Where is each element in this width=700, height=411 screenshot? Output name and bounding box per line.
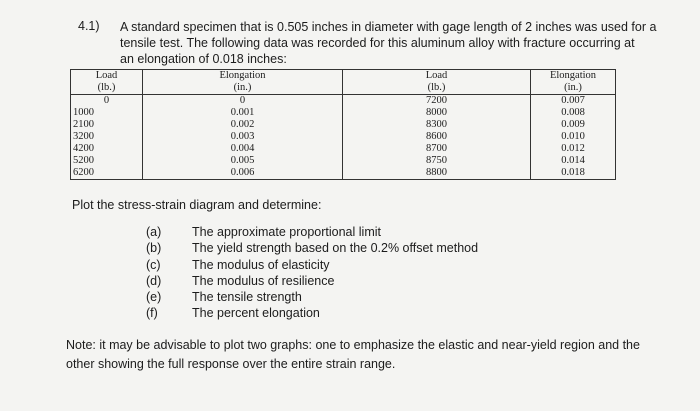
table-cell: 2100: [71, 119, 143, 131]
header-unit: (lb.): [343, 82, 531, 95]
item-label: (f): [146, 306, 158, 321]
table-row: [71, 119, 616, 131]
item-label: (b): [146, 241, 162, 256]
header-load-2: Load: [343, 70, 531, 83]
table-cell: 0.014: [531, 155, 616, 167]
table-row: [71, 155, 616, 167]
table-cell: 0.005: [143, 155, 343, 167]
table-cell: 0.001: [143, 107, 343, 119]
question-list: [146, 224, 478, 322]
table-cell: 5200: [71, 155, 143, 167]
table-cell: 0.006: [143, 167, 343, 180]
table-row: [71, 95, 616, 108]
table-cell: 6200: [71, 167, 143, 180]
table-row: [71, 143, 616, 155]
intro-line: an elongation of 0.018 inches:: [120, 52, 287, 66]
table-cell: 4200: [71, 143, 143, 155]
list-item: [146, 224, 478, 240]
table-cell: 7200: [343, 95, 531, 108]
table-cell: 0: [143, 95, 343, 108]
header-elongation-2: Elongation: [531, 70, 616, 83]
problem-intro: [120, 19, 660, 67]
note: [66, 336, 666, 374]
table-row: [71, 131, 616, 143]
list-item: [146, 273, 478, 289]
table-cell: 0.002: [143, 119, 343, 131]
table-cell: 8000: [343, 107, 531, 119]
table-cell: 0.010: [531, 131, 616, 143]
intro-line: A standard specimen that is 0.505 inches in diameter with gage length of 2 inches was used for a: [120, 20, 657, 34]
list-item: [146, 289, 478, 305]
item-label: (e): [146, 290, 162, 305]
table-row: [71, 107, 616, 119]
item-text: The yield strength based on the 0.2% offset method: [192, 241, 479, 256]
note-line: Note: it may be advisable to plot two graphs: one to emphasize the elastic and near-yield region and the: [66, 338, 640, 352]
table-cell: 0: [71, 95, 143, 108]
item-text: The modulus of elasticity: [192, 257, 330, 272]
table-cell: 8750: [343, 155, 531, 167]
header-elongation-1: Elongation: [143, 70, 343, 83]
item-text: The approximate proportional limit: [192, 225, 381, 239]
header-unit: (lb.): [71, 82, 143, 95]
table-cell: 8600: [343, 131, 531, 143]
list-item: [146, 240, 478, 256]
table-cell: 0.012: [531, 143, 616, 155]
item-text: The percent elongation: [192, 306, 320, 321]
table-cell: 3200: [71, 131, 143, 143]
table-cell: 8300: [343, 119, 531, 131]
note-line: other showing the full response over the entire strain range.: [66, 357, 396, 371]
table-cell: 0.003: [143, 131, 343, 143]
table-cell: 0.009: [531, 119, 616, 131]
item-text: The tensile strength: [192, 290, 302, 305]
table-cell: 0.008: [531, 107, 616, 119]
instruction: Plot the stress-strain diagram and determine:: [72, 198, 322, 212]
header-unit: (in.): [531, 82, 616, 95]
table-row: [71, 167, 616, 180]
data-table: [70, 69, 616, 180]
header-unit: (in.): [143, 82, 343, 95]
table-cell: 0.007: [531, 95, 616, 108]
table-cell: 8700: [343, 143, 531, 155]
intro-line: tensile test. The following data was recorded for this aluminum alloy with fracture occurring at: [120, 36, 635, 50]
item-label: (c): [146, 257, 161, 272]
table-cell: 8800: [343, 167, 531, 180]
table-cell: 0.018: [531, 167, 616, 180]
table-cell: 1000: [71, 107, 143, 119]
header-load-1: Load: [71, 70, 143, 83]
problem-number: 4.1): [78, 19, 100, 33]
item-label: (d): [146, 273, 162, 288]
list-item: [146, 305, 478, 321]
list-item: [146, 257, 478, 273]
table-cell: 0.004: [143, 143, 343, 155]
item-text: The modulus of resilience: [192, 273, 335, 288]
item-label: (a): [146, 225, 162, 239]
